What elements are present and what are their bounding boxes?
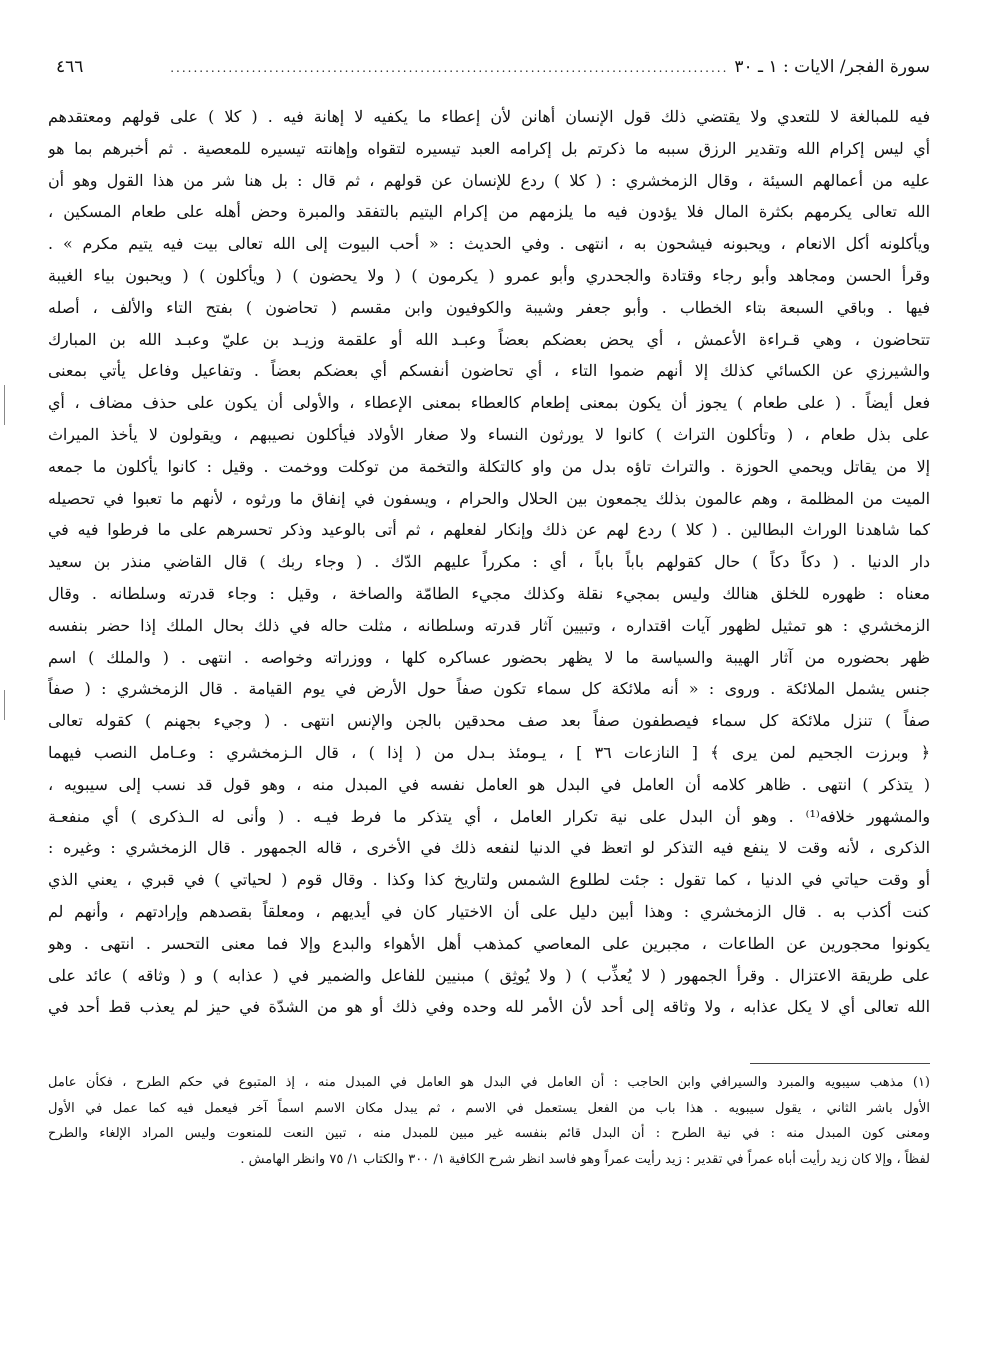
page-number: ٤٦٦ — [56, 57, 84, 77]
running-title: سورة الفجر/ الايات : ١ ـ ٣٠ — [734, 57, 930, 77]
text-line: إلا من يقاتل ويحمي الحوزة . والتراث تاؤه بدل من واو كالتكلة والتخمة من توكلت ووخمت . وقيل : كانوا يأكلون ما جمعه — [48, 456, 930, 476]
footnote-divider — [750, 1063, 930, 1064]
text-line: أي ليس إكرام الله وتقدير الرزق سببه ما ذكرتم بل إكرامه العبد تيسيره لتقواه وإهانته تيسيره للمعصية . ثم أخبرهم بما هو — [48, 138, 930, 158]
text-line: الميت من المظلمة ، وهم عالمون بذلك يجمعون بين الحلال والحرام ، ويسفون في إنفاق ما ورثوه ، لأنهم ما تعبوا في تحصيله — [48, 488, 930, 508]
text-line: كنت أكذب به . قال الزمخشري : وهذا أبين دليل على أن الاختيار كان في أيديهم ، ومعلقاً بقصدهم وإرادتهم ، وأنهم لم — [48, 901, 930, 921]
text-line: فيه للمبالغة لا للتعدي ولا يقتضي ذلك قول الإنسان أهانن لأن إعطاء ما يكفيه لا إهانة فيه . ( كلا ) على قولهم ومعتقدهم — [48, 107, 930, 126]
text-line: فيها . وباقي السبعة بتاء الخطاب . وأبو جعفر وشيبة والكوفيون وابن مقسم ( تحاضون ) بفتح التاء والألف ، أصله — [48, 297, 930, 317]
text-line: الذكرى ، لأنه وقت لا ينفع فيه التذكر لو اتعظ في الدنيا لنفعه ذلك في الأخرى ، قاله الجمهور . قال الزمخشري : وغيره : — [48, 838, 930, 858]
text-line: والشيرزي عن الكسائي كذلك إلا أنهم ضموا التاء ، أي تحاضون أنفسكم أي بعضكم بعضاً . وتفاعيل وفاعل يأتي بمعنى — [48, 361, 930, 381]
text-line: أو وقت حياتي في الدنيا ، كما تقول : جئت لطلوع الشمس ولتاريخ كذا وكذا . وقال قوم ( لحياتي ) في قبري ، يعني الذي — [48, 870, 930, 890]
text-line: تتحاضون ، وهي قـراءة الأعمش ، أي يحض بعضكم بعضاً وعبـد الله أو علقمة وزيـد بن عليّ وعبـد الله بن المبارك — [48, 329, 930, 349]
text-line: معناه : ظهوره للخلق هنالك وليس بمجيء نقلة وكذلك مجيء الطامّة والصاخة ، وقيل : وجاء قدرته وسلطانه . وقال — [48, 583, 930, 603]
text-line: جنس يشمل الملائكة . وروى : « أنه ملائكة كل سماء تكون صفاً حول الأرض في يوم القيامة . قال الزمخشري : ( صفاً — [48, 679, 930, 699]
text-line: على بذل طعام ، ( وتأكلون التراث ) كانوا لا يورثون النساء ولا صغار الأولاد فيأكلون نصيبهم ، ويقولون لا يأخذ الميراث — [48, 424, 930, 444]
text-line: ( يتذكر ) انتهى . ظاهر كلامه أن العامل في البدل هو العامل نفسه في المبدل منه ، وهو قول قد نسب إلى سيبويه ، — [48, 774, 930, 794]
text-line: الزمخشري : هو تمثيل لظهور آيات اقتداره ، وتبيين آثار قدرته وسلطانه ، مثلت حاله في ذلك بحال الملك إذا حضر بنفسه — [48, 615, 930, 635]
text-line: وقرأ الحسن ومجاهد وأبو رجاء وقتادة والجحدري وأبو عمرو ( يكرمون ) ( ولا يحضون ) ( ويأكلون ) ( ويحبون بياء الغيبة — [48, 265, 930, 285]
text-line: يكونوا محجورين عن الطاعات ، مجبرين على المعاصي كمذهب أهل الأهواء والبدع وإلا فما معنى التحسر . انتهى . وهو — [48, 933, 930, 953]
scan-edge-mark — [4, 690, 5, 720]
footnote-line: الأول باشر الثاني ، يقول سيبويه . هذا باب من الفعل يستعمل في الاسم ، ثم يبدل مكان الاسم اسماً آخر فيعمل فيه كما عمل في الأول — [48, 1100, 930, 1116]
leader-dots: ................................................................................................ — [170, 61, 729, 75]
footnote-line: لفظاً ، وإلا كان زيد رأيت أباه عمراً في تقدير : زيد رأيت عمراً وهو فاسد انظر شرح الكافية ١/ ٣٠٠ والكتاب ١/ ٧٥ وانظر الهامش . — [240, 1151, 930, 1167]
text-line: صفاً ) تنزل ملائكة كل سماء فيصطفون صفاً بعد صف محدقين بالجن والإنس انتهى . ( وجيء بجهنم ) كقوله تعالى — [48, 711, 930, 731]
text-line: الله تعالى يكرمهم بكثرة المال فلا يؤدون فيه ما يلزمهم من إكرام اليتيم بالتفقد والمبرة وحض أهله على طعام المسكين ، — [48, 202, 930, 222]
text-line: ويأكلونه أكل الانعام ، ويحبونه فيشحون به ، انتهى . وفي الحديث : « أحب البيوت إلى الله تعالى بيت فيه يتيم مكرم » . — [48, 234, 930, 254]
text-line: ﴿ وبرزت الجحيم لمن يرى ﴾ [ النازعات ٣٦ ] ، يـومئذ بـدل من ( إذا ) ، قال الـزمخشري : وعـامل النصب فيهما — [48, 742, 930, 762]
scan-edge-mark — [4, 385, 5, 425]
page-header — [48, 55, 930, 81]
text-line: الله تعالى أي لا يكل عذابه ، ولا وثاقه إلى أحد لأن الأمر لله وحده وفي ذلك أو هو من الشدّة في حيز لم يعذب قط أحد في — [48, 997, 930, 1017]
book-page — [48, 55, 930, 1172]
text-line: فعل أيضاً . ( على طعام ) يجوز أن يكون بمعنى إطعام كالعطاء بمعنى الإعطاء ، والأولى أن يكون على حذف مضاف ، أي — [48, 393, 930, 413]
text-line: عليه من أعمالهم السيئة ، وقال الزمخشري : ( كلا ) ردع للإنسان عن قولهم ، ثم قال : بل هنا شر من هذا القول وهو أن — [48, 170, 930, 190]
text-line: دار الدنيا . ( دكاً دكاً ) حال كقولهم باباً باباً ، أي : مكرراً عليهم الدّك . ( وجاء ربك ) قال القاضي منذر بن سعيد — [48, 552, 930, 572]
footnote-line: (١) مذهب سيبويه والمبرد والسيرافي وابن الحاجب : أن العامل في البدل هو العامل في المبدل منه ، إذ المتبوع في حكم الطرح ، فكأن عامل — [48, 1075, 930, 1091]
text-line: على طريقة الاعتزال . وقرأ الجمهور ( لا يُعذِّب ) ( ولا يُوثِق ) مبنيين للفاعل والضمير في ( عذابه ) و ( وثاقه ) عائد على — [48, 965, 930, 985]
text-line: والمشهور خلافه⁽¹⁾ . وهو أن البدل على نية تكرار العامل ، أي يتذكر ما فرط فيـه . ( وأنى له الـذكرى ) أي منفعـة — [48, 806, 930, 826]
footnote-line: ومعنى كون المبدل منه : في نية الطرح : أن البدل قائم بنفسه غير مبين للمبدل منه ، تبين النعت للمنعوت وليس المراد الإلغاء والطرح — [48, 1126, 930, 1142]
footnotes — [48, 1070, 930, 1172]
text-line: ظهر بحضوره من آثار الهيبة والسياسة ما لا يظهر بحضور عساكره كلها ، ووزراته وخواصه . انتهى . ( والملك ) اسم — [48, 647, 930, 667]
text-line: كما شاهدنا الوراث البطالين . ( كلا ) ردع لهم عن ذلك وإنكار لفعلهم ، ثم أتى بالوعيد وذكر تحسرهم على ما فرطوا فيه في — [48, 520, 930, 540]
main-text — [48, 101, 930, 1023]
